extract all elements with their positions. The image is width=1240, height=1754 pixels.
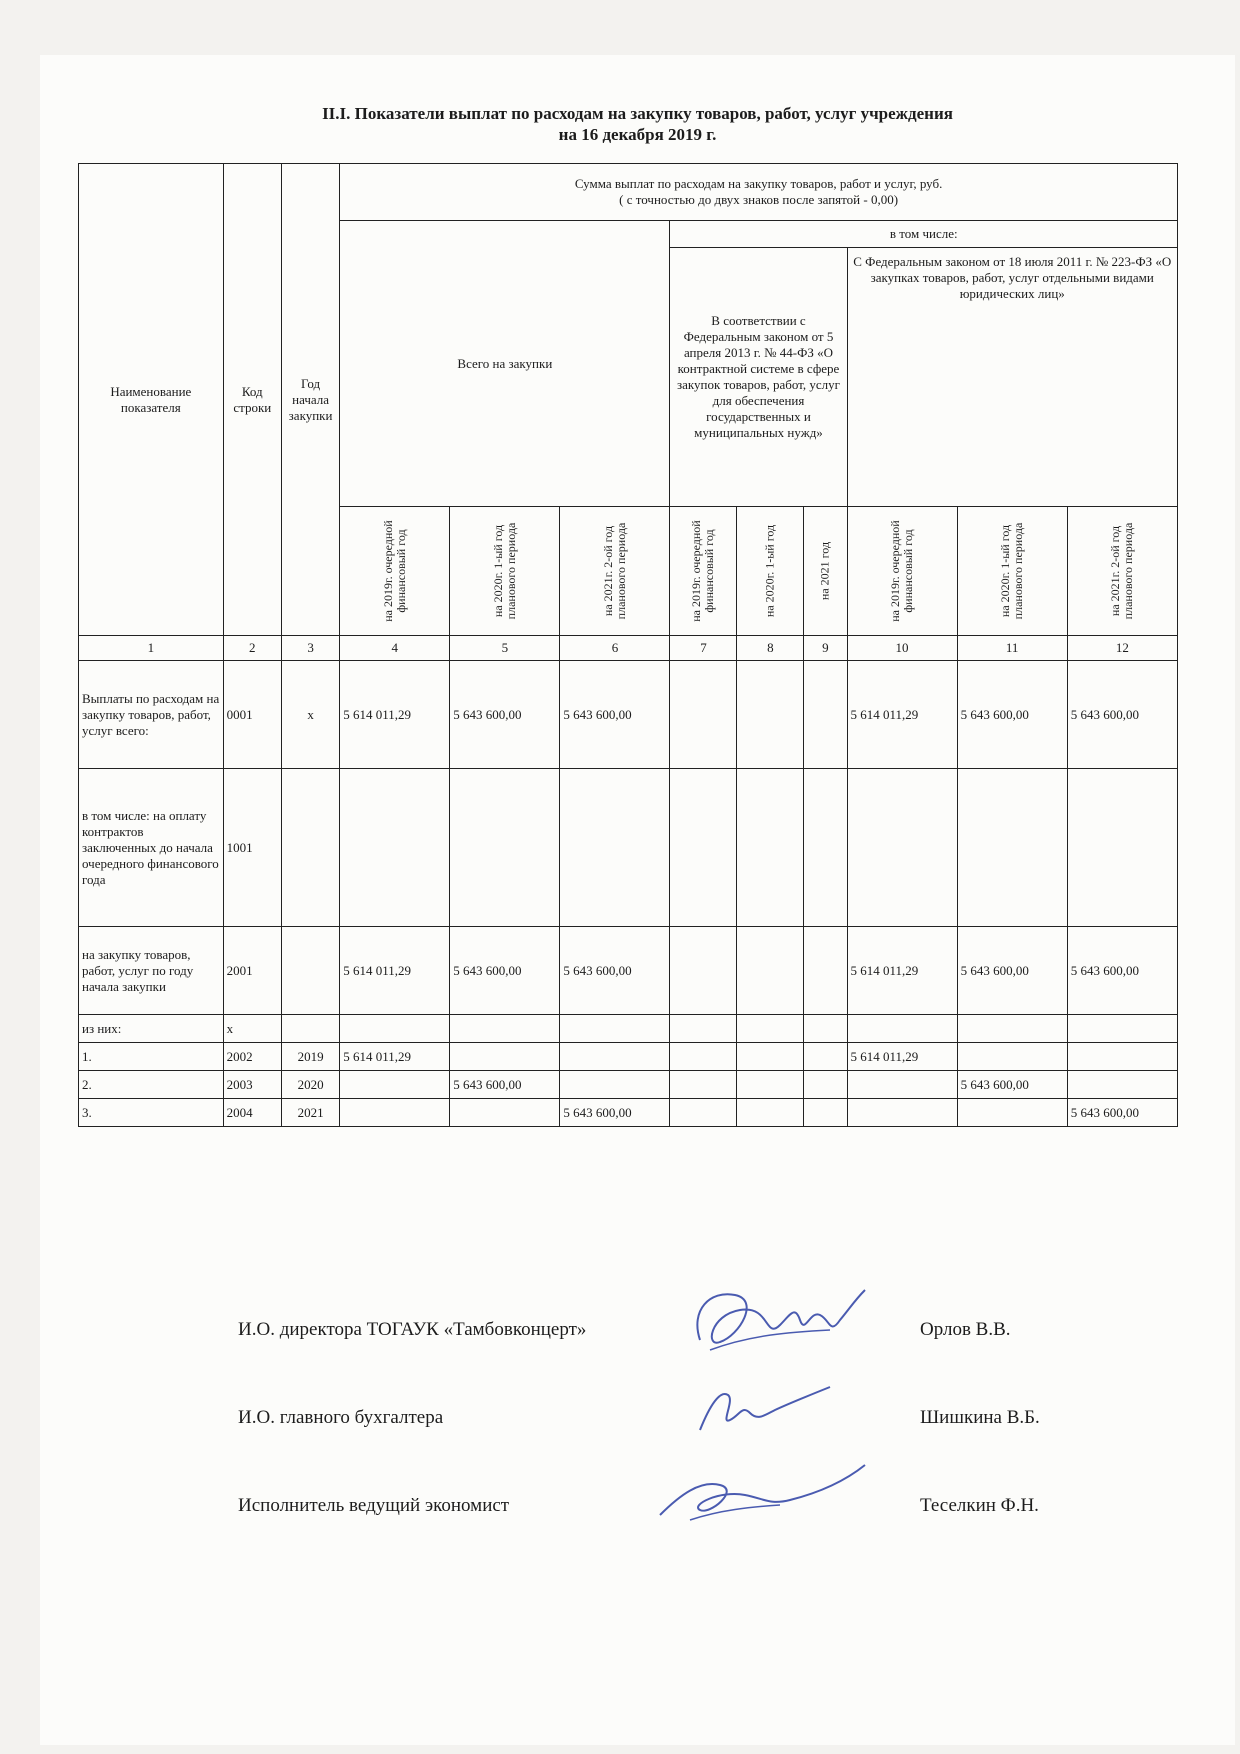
cell-col-12: 5 643 600,00 [1067, 661, 1177, 769]
column-number-row [79, 636, 1178, 661]
cell-col-6 [560, 769, 670, 927]
column-number: 6 [560, 636, 670, 661]
row-year: х [281, 661, 339, 769]
row-year [281, 769, 339, 927]
cell-col-4 [340, 1015, 450, 1043]
header-name: Наименование показателя [79, 164, 224, 636]
row-code: 2001 [223, 927, 281, 1015]
cell-col-10 [847, 1071, 957, 1099]
cell-col-7 [670, 1043, 737, 1071]
row-year [281, 927, 339, 1015]
cell-col-7 [670, 1071, 737, 1099]
cell-col-7 [670, 1015, 737, 1043]
header-total: Всего на закупки [340, 221, 670, 507]
cell-col-7 [670, 661, 737, 769]
cell-col-8 [737, 1099, 804, 1127]
subheader-col-7: на 2019г. очередной финансовый год [670, 507, 737, 636]
cell-col-11: 5 643 600,00 [957, 927, 1067, 1015]
cell-col-10: 5 614 011,29 [847, 1043, 957, 1071]
row-year: 2019 [281, 1043, 339, 1071]
column-number: 9 [804, 636, 847, 661]
director-name: Орлов В.В. [920, 1319, 1011, 1340]
cell-col-5 [450, 769, 560, 927]
column-number: 8 [737, 636, 804, 661]
row-year: 2020 [281, 1071, 339, 1099]
cell-col-10: 5 614 011,29 [847, 927, 957, 1015]
cell-col-7 [670, 927, 737, 1015]
column-number: 10 [847, 636, 957, 661]
cell-col-8 [737, 1071, 804, 1099]
executor-title: Исполнитель ведущий экономист [238, 1495, 510, 1516]
row-name: 1. [79, 1043, 224, 1071]
header-sum-line1: Сумма выплат по расходам на закупку товаров, работ и услуг, руб. [574, 176, 943, 191]
row-name: в том числе: на оплату контрактов заключенных до начала очередного финансового года [79, 769, 224, 927]
cell-col-6: 5 643 600,00 [560, 661, 670, 769]
cell-col-11: 5 643 600,00 [957, 1071, 1067, 1099]
row-year: 2021 [281, 1099, 339, 1127]
cell-col-12: 5 643 600,00 [1067, 927, 1177, 1015]
cell-col-5 [450, 1043, 560, 1071]
accountant-name: Шишкина В.Б. [920, 1407, 1040, 1428]
table-row [79, 927, 1178, 1015]
row-code: 2004 [223, 1099, 281, 1127]
header-law-44: В соответствии с Федеральным законом от 5 апреля 2013 г. № 44-ФЗ «О контрактной системе в сфере закупок товаров, работ, услуг для обеспечения государственных и муниципальных нужд» [670, 248, 847, 507]
subheader-col-4: на 2019г. очередной финансовый год [340, 507, 450, 636]
row-code: х [223, 1015, 281, 1043]
cell-col-4 [340, 1099, 450, 1127]
header-year: Год начала закупки [281, 164, 339, 636]
cell-col-5 [450, 1099, 560, 1127]
subheader-col-10: на 2019г. очередной финансовый год [847, 507, 957, 636]
column-number: 7 [670, 636, 737, 661]
column-number: 1 [79, 636, 224, 661]
header-code: Код строки [223, 164, 281, 636]
cell-col-11 [957, 1043, 1067, 1071]
table-row [79, 1071, 1178, 1099]
cell-col-10 [847, 1099, 957, 1127]
cell-col-8 [737, 661, 804, 769]
cell-col-6: 5 643 600,00 [560, 1099, 670, 1127]
executor-signature [650, 1455, 880, 1535]
cell-col-10 [847, 1015, 957, 1043]
cell-col-12 [1067, 1043, 1177, 1071]
column-number: 4 [340, 636, 450, 661]
subheader-col-12: на 2021г. 2-ой год планового периода [1067, 507, 1177, 636]
accountant-signature [680, 1375, 850, 1445]
cell-col-7 [670, 769, 737, 927]
cell-col-9 [804, 1099, 847, 1127]
cell-col-8 [737, 927, 804, 1015]
cell-col-12 [1067, 1071, 1177, 1099]
cell-col-6 [560, 1015, 670, 1043]
cell-col-9 [804, 769, 847, 927]
cell-col-5: 5 643 600,00 [450, 927, 560, 1015]
cell-col-4: 5 614 011,29 [340, 661, 450, 769]
cell-col-5 [450, 1015, 560, 1043]
cell-col-9 [804, 927, 847, 1015]
cell-col-9 [804, 1015, 847, 1043]
cell-col-5: 5 643 600,00 [450, 661, 560, 769]
table-row [79, 1015, 1178, 1043]
row-code: 2002 [223, 1043, 281, 1071]
cell-col-12 [1067, 1015, 1177, 1043]
table-row [79, 769, 1178, 927]
column-number: 12 [1067, 636, 1177, 661]
title-line-2: на 16 декабря 2019 г. [558, 125, 717, 144]
cell-col-10 [847, 769, 957, 927]
cell-col-5: 5 643 600,00 [450, 1071, 560, 1099]
row-code: 2003 [223, 1071, 281, 1099]
cell-col-9 [804, 661, 847, 769]
cell-col-11 [957, 1099, 1067, 1127]
cell-col-4: 5 614 011,29 [340, 1043, 450, 1071]
cell-col-11: 5 643 600,00 [957, 661, 1067, 769]
table-row [79, 661, 1178, 769]
subheader-col-11: на 2020г. 1-ый год планового периода [957, 507, 1067, 636]
cell-col-6 [560, 1071, 670, 1099]
row-name: Выплаты по расходам на закупку товаров, работ, услуг всего: [79, 661, 224, 769]
cell-col-11 [957, 1015, 1067, 1043]
row-code: 0001 [223, 661, 281, 769]
cell-col-10: 5 614 011,29 [847, 661, 957, 769]
column-number: 2 [223, 636, 281, 661]
accountant-title: И.О. главного бухгалтера [238, 1407, 444, 1428]
title-line-1: II.I. Показатели выплат по расходам на закупку товаров, работ, услуг учреждения [322, 104, 953, 123]
row-name: на закупку товаров, работ, услуг по году начала закупки [79, 927, 224, 1015]
cell-col-11 [957, 769, 1067, 927]
row-name: 3. [79, 1099, 224, 1127]
subheader-col-8: на 2020г. 1-ый год [737, 507, 804, 636]
row-code: 1001 [223, 769, 281, 927]
cell-col-12 [1067, 769, 1177, 927]
subheader-col-5: на 2020г. 1-ый год планового периода [450, 507, 560, 636]
cell-col-12: 5 643 600,00 [1067, 1099, 1177, 1127]
subheader-col-6: на 2021г. 2-ой год планового периода [560, 507, 670, 636]
cell-col-9 [804, 1043, 847, 1071]
cell-col-6 [560, 1043, 670, 1071]
header-including: в том числе: [670, 221, 1178, 248]
row-year [281, 1015, 339, 1043]
header-sum-line2: ( с точностью до двух знаков после запятой - 0,00) [619, 192, 899, 207]
director-title: И.О. директора ТОГАУК «Тамбовконцерт» [238, 1319, 587, 1340]
document-page [40, 55, 1235, 1745]
document-title [40, 103, 1235, 145]
director-signature [680, 1270, 880, 1370]
column-number: 11 [957, 636, 1067, 661]
cell-col-8 [737, 769, 804, 927]
payments-table [78, 163, 1178, 1127]
column-number: 3 [281, 636, 339, 661]
cell-col-4 [340, 769, 450, 927]
column-number: 5 [450, 636, 560, 661]
header-sum [340, 164, 1178, 221]
table-row [79, 1043, 1178, 1071]
subheader-col-9: на 2021 год [804, 507, 847, 636]
cell-col-9 [804, 1071, 847, 1099]
cell-col-4: 5 614 011,29 [340, 927, 450, 1015]
header-law-223: С Федеральным законом от 18 июля 2011 г. № 223-ФЗ «О закупках товаров, работ, услуг отдельными видами юридических лиц» [847, 248, 1178, 507]
cell-col-4 [340, 1071, 450, 1099]
cell-col-8 [737, 1043, 804, 1071]
table-row [79, 1099, 1178, 1127]
cell-col-8 [737, 1015, 804, 1043]
executor-name: Теселкин Ф.Н. [920, 1495, 1039, 1516]
cell-col-6: 5 643 600,00 [560, 927, 670, 1015]
row-name: из них: [79, 1015, 224, 1043]
cell-col-7 [670, 1099, 737, 1127]
row-name: 2. [79, 1071, 224, 1099]
